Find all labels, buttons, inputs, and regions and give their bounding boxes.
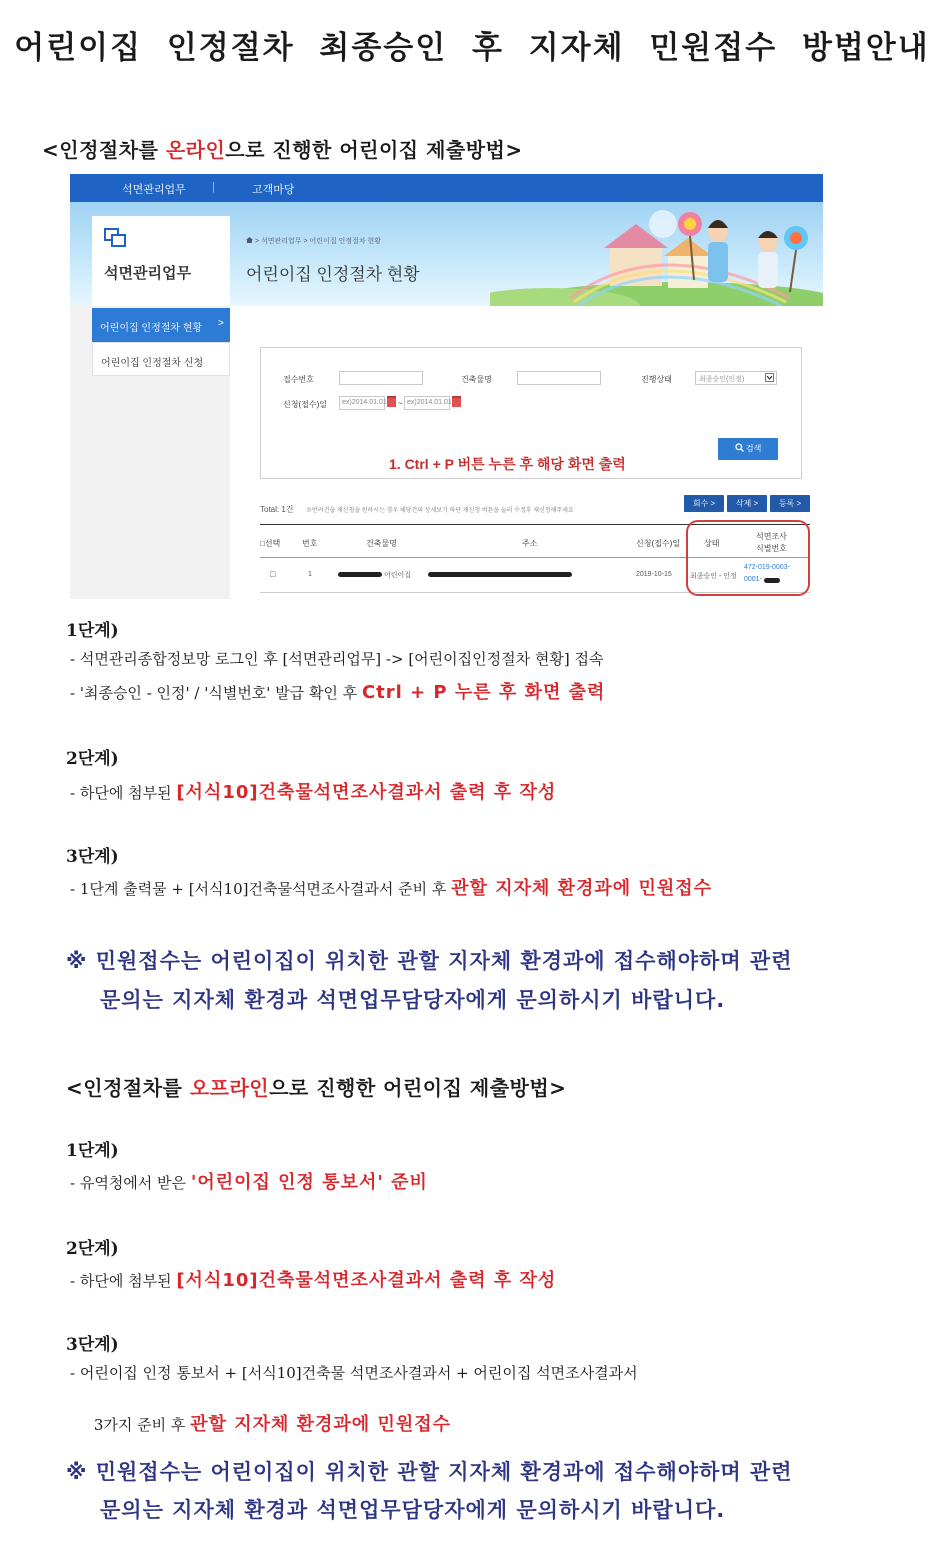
side-title-box (92, 216, 230, 306)
status-select[interactable] (695, 371, 777, 385)
offline-step2-line1 (70, 1266, 556, 1292)
offline-section-heading (66, 1072, 566, 1101)
offline-note-line2: 문의는 지자체 환경과 석면업무담당자에게 문의하시기 바랍니다. (100, 1498, 726, 1522)
date-from-placeholder: ex)2014.01.01 (342, 399, 387, 406)
heading-prefix: <인정절차를 (42, 138, 166, 162)
side-title: 석면관리업무 (104, 265, 191, 282)
withdraw-button[interactable]: 회수 > (684, 495, 724, 512)
step-emphasis: Ctrl + P 누른 후 화면 출력 (361, 682, 606, 703)
online-step3-line1 (70, 874, 712, 900)
step-emphasis: 관할 지자체 환경과에 민원접수 (451, 878, 712, 899)
offline-step1-line1 (70, 1168, 428, 1194)
portal-page-heading: 어린이집 인정절차 현황 (246, 265, 420, 284)
highlight-ring (686, 520, 810, 596)
offline-step3-line1 (70, 1362, 638, 1383)
nav-item-asbestos[interactable]: 석면관리업무 (122, 184, 186, 196)
online-note-line1: ※ 민원접수는 어린이집이 위치한 관할 지자체 환경과에 접수해야하며 관련 (66, 949, 793, 973)
col-date: 신청(접수)일 (636, 539, 680, 548)
online-step2-label: 2단계) (66, 749, 119, 769)
row-status: 최종승인 - 인정 (690, 573, 737, 580)
top-navigation (70, 174, 823, 202)
row-building-suffix: 어린이집 (384, 572, 412, 579)
search-icon (735, 443, 744, 452)
online-step3-label: 3단계) (66, 847, 119, 867)
building-name-label: 건축물명 (461, 375, 492, 384)
step-text: - 하단에 첨부된 (70, 784, 177, 802)
step-emphasis: [서식10]건축물석면조사결과서 출력 후 작성 (176, 1270, 557, 1291)
building-name-input[interactable] (517, 371, 601, 385)
row-checkbox[interactable]: □ (270, 569, 276, 579)
offline-step3-line2 (70, 1392, 451, 1436)
online-step1-line1 (70, 648, 603, 669)
search-panel (260, 347, 802, 479)
online-step2-line1 (70, 778, 556, 804)
step-text: - 석면관리종합정보망 로그인 후 [석면관리업무] -> [어린이집인정절차 현황] 접속 (70, 650, 604, 668)
row-id-line2[interactable]: 0001- (744, 576, 762, 583)
offline-step2-label: 2단계) (66, 1239, 119, 1259)
sidebar-item-status[interactable] (92, 308, 230, 342)
breadcrumb-text: > 석면관리업무 > 어린이집 인정절차 현황 (254, 238, 382, 245)
col-building: 건축물명 (366, 539, 397, 548)
step-emphasis: [서식10]건축물석면조사결과서 출력 후 작성 (176, 782, 557, 803)
col-id-line2: 식별번호 (756, 544, 787, 553)
portal-screenshot (70, 174, 823, 599)
step-text: - 하단에 첨부된 (70, 1272, 177, 1290)
online-step1-label: 1단계) (66, 621, 119, 641)
calendar-icon[interactable] (387, 396, 396, 407)
status-label: 진행상태 (641, 375, 672, 384)
step-text: - 어린이집 인정 통보서 + [서식10]건축물 석면조사결과서 + 어린이집 석면조사결과서 (70, 1364, 638, 1382)
col-status: 상태 (704, 539, 720, 548)
chevron-down-icon (765, 373, 774, 382)
offline-note-line1: ※ 민원접수는 어린이집이 위치한 관할 지자체 환경과에 접수해야하며 관련 (66, 1460, 793, 1484)
register-button[interactable]: 등록 > (770, 495, 810, 512)
date-from-input[interactable] (339, 396, 385, 410)
heading-highlight: 온라인 (165, 138, 226, 162)
chevron-right-icon: > (218, 318, 224, 329)
receipt-number-input[interactable] (339, 371, 423, 385)
date-label: 신청(접수)일 (283, 400, 327, 409)
home-icon[interactable] (246, 237, 253, 243)
online-step1-line2 (70, 678, 605, 704)
col-id-line1: 석면조사 (756, 532, 787, 541)
step-emphasis: '어린이집 인정 통보서' 준비 (190, 1172, 428, 1193)
row-date: 2019-10-15 (636, 571, 672, 578)
online-section-heading (42, 134, 523, 163)
row-id-line1[interactable]: 472-019-0003- (744, 564, 790, 571)
print-annotation: 1. Ctrl + P 버튼 누른 후 해당 화면 출력 (389, 456, 626, 472)
date-separator: ~ (398, 399, 403, 408)
heading-suffix: 으로 진행한 어린이집 제출방법> (225, 138, 523, 162)
receipt-number-label: 접수번호 (283, 375, 314, 384)
heading-highlight: 오프라인 (189, 1076, 270, 1100)
calendar-icon[interactable] (452, 396, 461, 407)
reapply-notice: ※반려건을 재신청을 원하시는 경우 해당건의 상세보기 하단 재신청 버튼을 눌러 수정후 재신청해주세요 (306, 508, 574, 514)
document-icon (104, 228, 126, 248)
offline-step3-label: 3단계) (66, 1335, 119, 1355)
step-text: - 1단계 출력물 + [서식10]건축물석면조사결과서 준비 후 (70, 880, 452, 898)
col-address: 주소 (522, 539, 538, 548)
search-button-label: 검색 (745, 444, 762, 453)
breadcrumb (246, 236, 381, 246)
delete-button[interactable]: 삭제 > (727, 495, 767, 512)
online-note-line2: 문의는 지자체 환경과 석면업무담당자에게 문의하시기 바랍니다. (100, 988, 726, 1012)
col-number: 번호 (302, 539, 318, 548)
status-select-value: 최종승인(인정) (699, 376, 745, 383)
step-text: 3가지 준비 후 (79, 1416, 191, 1434)
nav-item-customer[interactable]: 고객마당 (252, 184, 295, 196)
sidebar-item-label: 어린이집 인정절차 현황 (100, 323, 203, 334)
row-number: 1 (308, 571, 312, 578)
total-count: Total: 1건 (260, 505, 294, 514)
heading-suffix: 으로 진행한 어린이집 제출방법> (269, 1076, 567, 1100)
date-to-input[interactable] (404, 396, 450, 410)
page-title: 어린이집 인정절차 최종승인 후 지자체 민원접수 방법안내 (14, 30, 930, 66)
sidebar-item-label: 어린이집 인정절차 신청 (101, 358, 204, 369)
date-to-placeholder: ex)2014.01.01 (407, 399, 452, 406)
step-emphasis: 관할 지자체 환경과에 민원접수 (190, 1414, 451, 1435)
step-text: - '최종승인 - 인정' / '식별번호' 발급 확인 후 (70, 684, 362, 702)
col-select[interactable]: □선택 (260, 539, 281, 548)
nav-divider: | (212, 181, 215, 193)
banner-illustration (490, 202, 823, 306)
redacted-address (428, 572, 572, 577)
redacted-building (338, 572, 382, 577)
step-text: - 유역청에서 받은 (70, 1174, 191, 1192)
heading-prefix: <인정절차를 (66, 1076, 190, 1100)
search-button[interactable] (718, 438, 778, 460)
sidebar-item-apply[interactable] (92, 342, 230, 376)
offline-step1-label: 1단계) (66, 1141, 119, 1161)
